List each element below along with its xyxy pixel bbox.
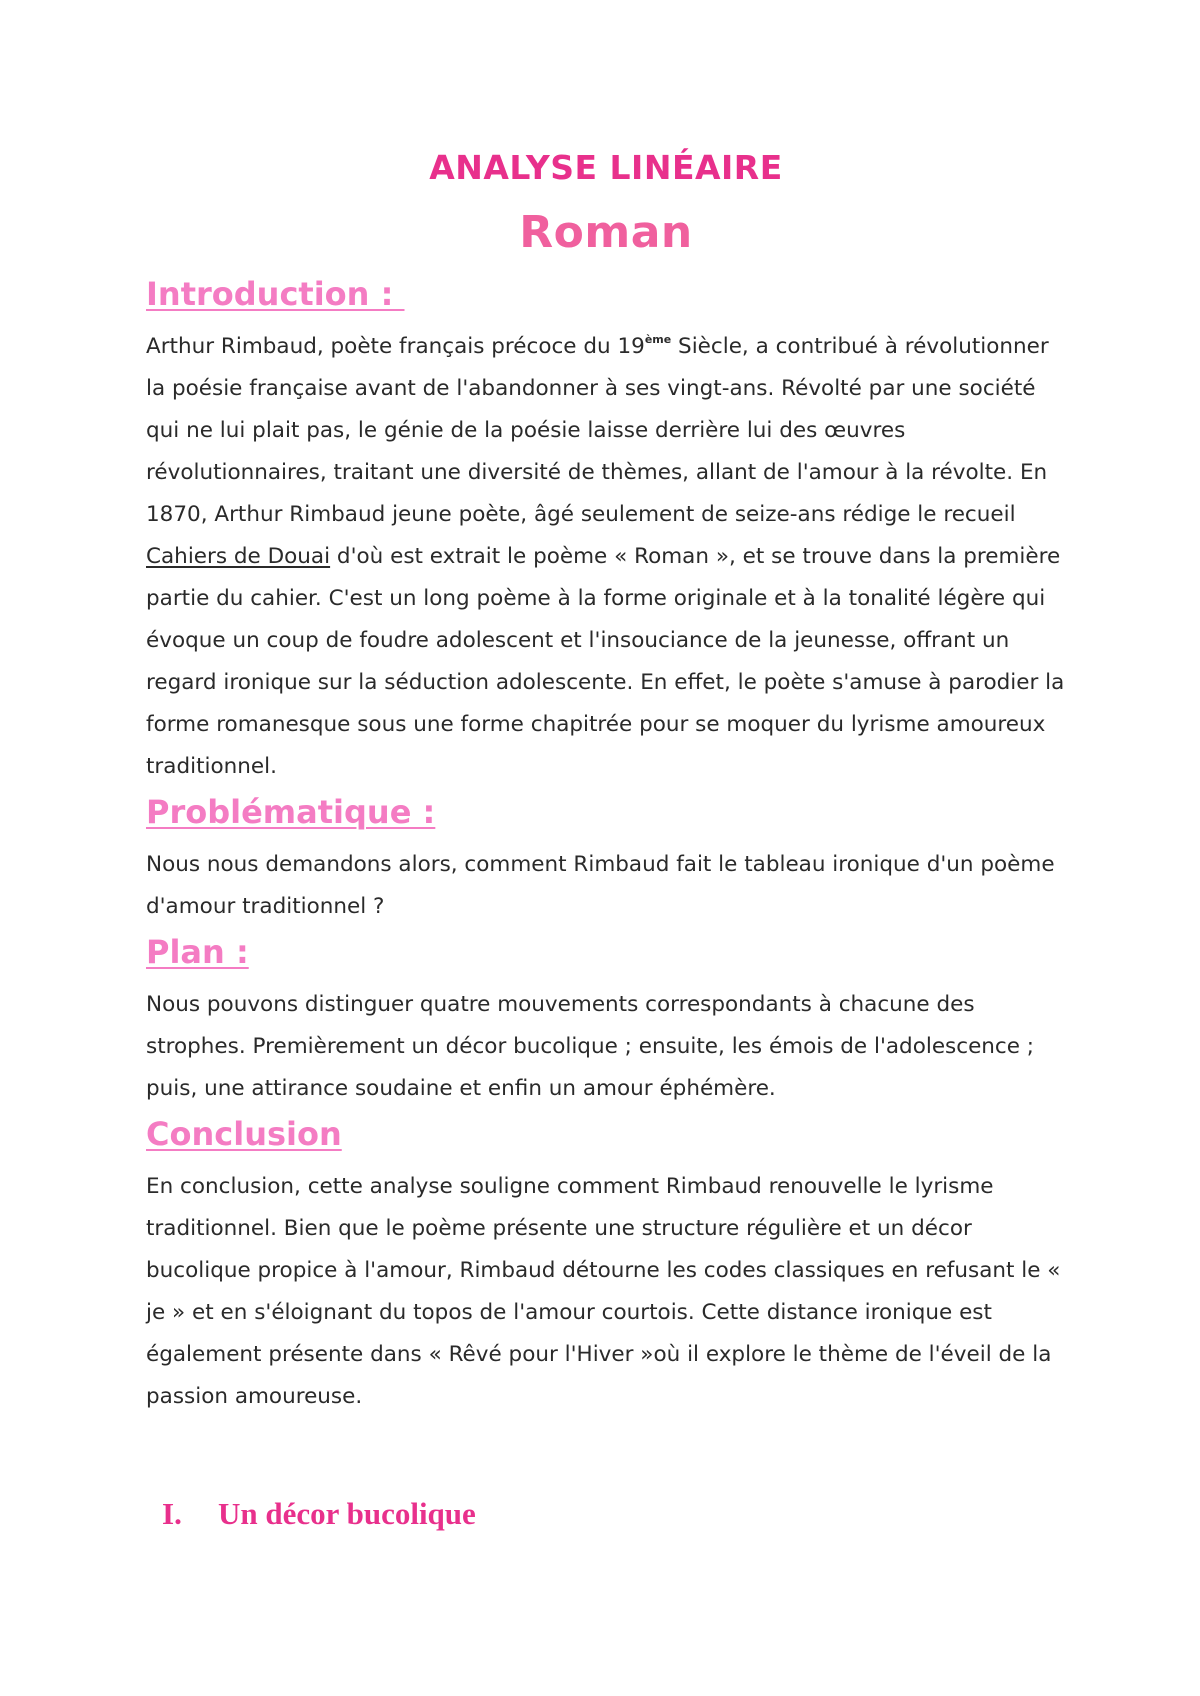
conclusion-heading: Conclusion (146, 1115, 342, 1153)
document-content (146, 138, 1066, 1418)
plan-heading: Plan : (146, 933, 249, 971)
introduction-paragraph (146, 326, 1066, 788)
plan-paragraph: Nous pouvons distinguer quatre mouvements correspondants à chacune des strophes. Premièrement un décor bucolique ; ensuite, les émois de l'adolescence ; puis, une attirance soudaine et enfin un amour éphémère. (146, 992, 1035, 1101)
problematique-paragraph: Nous nous demandons alors, comment Rimbaud fait le tableau ironique d'un poème d'amour traditionnel ? (146, 852, 1055, 919)
document-title: ANALYSE LINÉAIRE (429, 148, 783, 187)
document-subtitle: Roman (519, 207, 693, 258)
introduction-text-part3: d'où est extrait le poème « Roman », et se trouve dans la première partie du cahier. C'est un long poème à la forme originale et à la tonalité légère qui évoque un coup de foudre adolescent et l'insouciance de la jeunesse, offrant un regard ironique sur la séduction adolescente. En effet, le poète s'amuse à parodier la forme romanesque sous une forme chapitrée pour se moquer du lyrisme amoureux traditionnel. (146, 544, 1065, 779)
conclusion-paragraph: En conclusion, cette analyse souligne comment Rimbaud renouvelle le lyrisme traditionnel. Bien que le poème présente une structure régulière et un décor bucolique propice à l'amour, Rimbaud détourne les codes classiques en refusant le « je » et en s'éloignant du topos de l'amour courtois. Cette distance ironique est également présente dans « Rêvé pour l'Hiver »où il explore le thème de l'éveil de la passion amoureuse. (146, 1174, 1061, 1409)
introduction-text-part2: Siècle, a contribué à révolutionner la poésie française avant de l'abandonner à ses vingt-ans. Révolté par une société qui ne lui plait pas, le génie de la poésie laisse derrière lui des œuvres révolutionnaires, traitant une diversité de thèmes, allant de l'amour à la révolte. En 1870, Arthur Rimbaud jeune poète, âgé seulement de seize-ans rédige le recueil (146, 334, 1049, 527)
part-one-number: I. (162, 1496, 182, 1531)
introduction-superscript: ème (644, 333, 672, 346)
introduction-heading: Introduction : (146, 275, 405, 313)
introduction-book-title: Cahiers de Douai (146, 544, 331, 569)
introduction-text-part1: Arthur Rimbaud, poète français précoce du 19 (146, 334, 645, 359)
problematique-heading: Problématique : (146, 793, 436, 831)
part-one-title: Un décor bucolique (218, 1496, 476, 1531)
part-one-heading (162, 1490, 476, 1538)
